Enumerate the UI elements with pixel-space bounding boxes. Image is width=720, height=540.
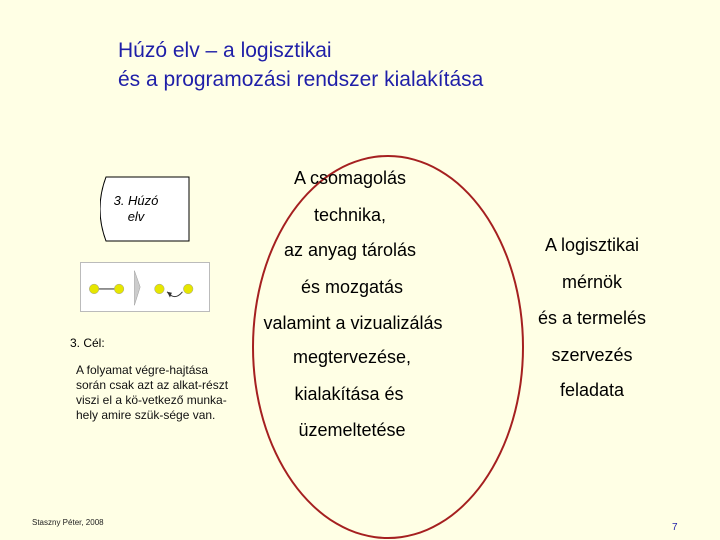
ellipse-line-5: valamint a vizualizálás: [263, 313, 443, 333]
ellipse-line-2: technika,: [313, 205, 387, 225]
ellipse-line-1: A csomagolás: [293, 168, 407, 188]
tab-label: 3. Húzó elv: [113, 193, 159, 224]
goal-title: 3. Cél:: [70, 336, 105, 350]
right-line-1: A logisztikai: [544, 235, 640, 255]
title-line-1: Húzó elv – a logisztikai: [118, 39, 332, 62]
right-line-2: mérnök: [561, 272, 623, 292]
page-number: 7: [672, 522, 678, 533]
right-line-5: feladata: [559, 380, 625, 400]
goal-text: A folyamat végre-hajtása során csak azt az alkat-részt viszi el a kö-vetkező munka-hely amire szük-sége van.: [76, 363, 229, 422]
ellipse-line-8: üzemeltetése: [298, 420, 406, 440]
ellipse-line-6: megtervezése,: [292, 347, 412, 367]
flow-node-1: [89, 284, 99, 294]
ellipse-line-4: és mozgatás: [300, 277, 404, 297]
ellipse-line-3: az anyag tárolás: [283, 240, 417, 260]
author-footer: Staszny Péter, 2008: [32, 518, 104, 527]
flow-node-3: [155, 284, 165, 294]
ellipse-line-7: kialakítása és: [294, 384, 404, 404]
right-line-4: szervezés: [551, 345, 633, 365]
flow-node-2: [114, 284, 124, 294]
right-line-3: és a termelés: [537, 308, 647, 328]
flow-separator: [134, 271, 140, 306]
flow-node-4: [183, 284, 193, 294]
slide-title: [118, 36, 483, 94]
title-line-2: és a programozási rendszer kialakítása: [118, 68, 484, 91]
flow-pull-arrowhead: [167, 292, 172, 298]
pull-flow-diagram: [80, 262, 210, 312]
